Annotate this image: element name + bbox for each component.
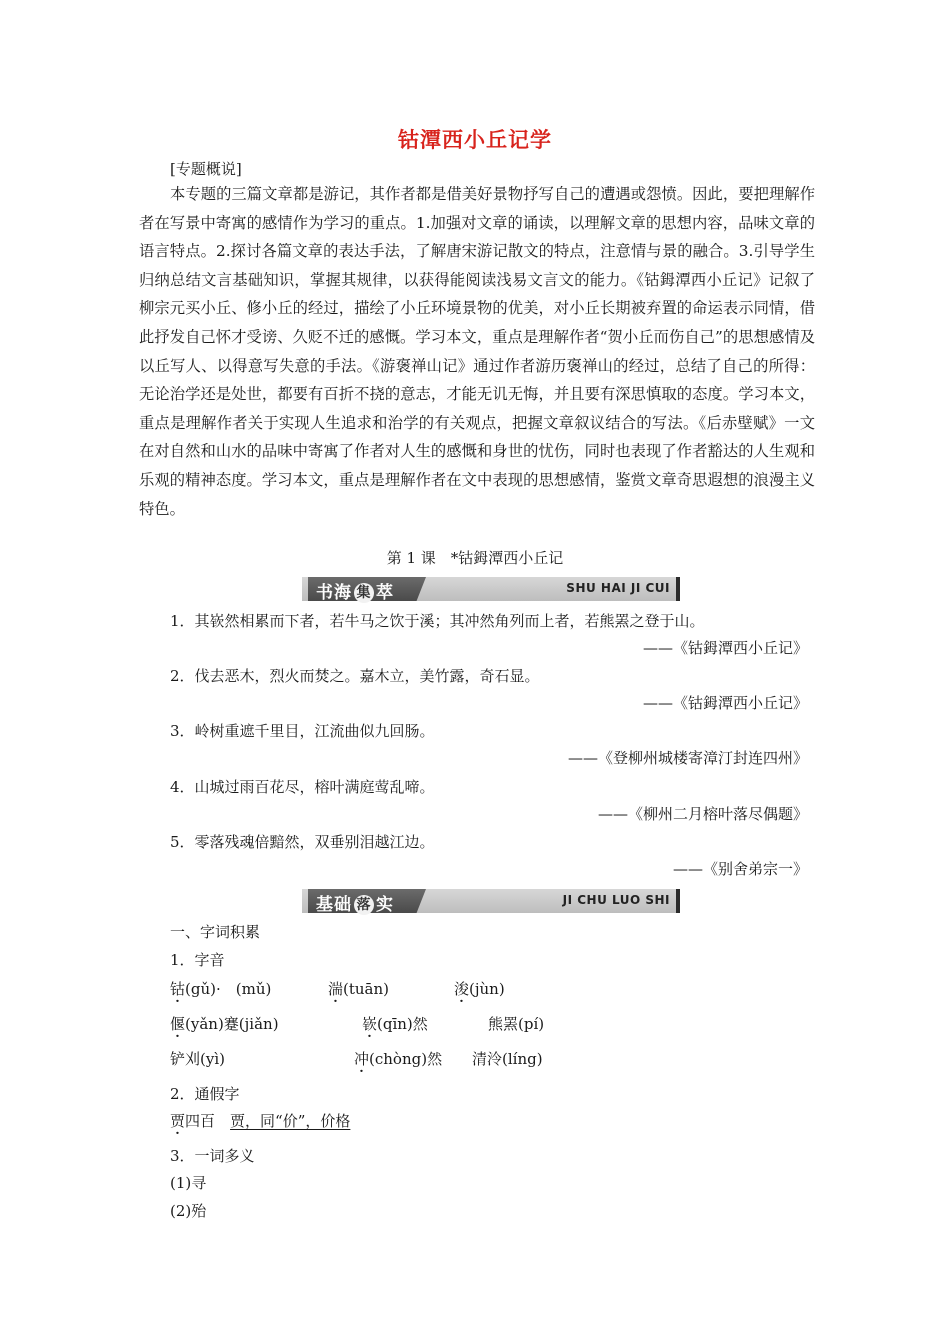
pronunciation-item [454, 978, 505, 999]
banner-char: 础 [334, 895, 352, 915]
section-heading: 一、字词积累 [170, 923, 261, 941]
pronunciation-item [472, 1048, 543, 1069]
overview-label: [专题概说] [170, 160, 242, 178]
pinyin: (tuān) [343, 980, 390, 998]
quote-source: ——《柳州二月榕叶落尽偶题》 [597, 805, 808, 823]
banner-char: 萃 [376, 583, 394, 603]
pronunciation-item [328, 978, 389, 999]
quote-source: ——《登柳州城楼寄漳汀封连四州》 [567, 749, 808, 767]
dotted-char: 偃 [170, 1015, 186, 1033]
banner-char: 实 [376, 895, 394, 915]
pinyin: (qīn)然 [377, 1015, 428, 1033]
pinyin: (yì) [200, 1050, 225, 1068]
banner-corner [676, 889, 680, 913]
banner-circle-char: 落 [354, 895, 374, 915]
pronunciation-item [170, 1013, 279, 1034]
dotted-char: 钴 [170, 980, 186, 998]
tongjia-item [170, 1110, 350, 1131]
quote-line: 5．零落残魂倍黯然，双垂别泪越江边。 [170, 833, 435, 851]
tongjia-explanation: 贾，同“价”，价格 [230, 1112, 351, 1130]
pronunciation-item [362, 1013, 428, 1034]
subsection-heading: 3．一词多义 [170, 1147, 255, 1165]
dotted-char: 湍 [328, 980, 344, 998]
banner-char: 海 [334, 583, 352, 603]
subsection-heading: 2．通假字 [170, 1085, 240, 1103]
banner-circle-char: 集 [354, 583, 374, 603]
banner-title [316, 890, 394, 915]
quote-line: 1．其嵚然相累而下者，若牛马之饮于溪；其冲然角列而上者，若熊罴之登于山。 [170, 612, 705, 630]
pinyin: (yǎn)蹇(jiǎn) [185, 1015, 279, 1033]
quote-source: ——《别舍弟宗一》 [672, 860, 808, 878]
overview-paragraph: 本专题的三篇文章都是游记，其作者都是借美好景物抒写自己的遭遇或怨愤。因此，要把理解作者在写景中寄寓的感情作为学习的重点。1.加强对文章的诵读，以理解文章的思想内容，品味文章的语言特点。2.探讨各篇文章的表达手法，了解唐宋游记散文的特点，注意情与景的融合。3.引导学生归纳总结文言基础知识，掌握其规律，以获得能阅读浅易文言文的能力。《钴鉧潭西小丘记》记叙了柳宗元买小丘、修小丘的经过，描绘了小丘环境景物的优美，对小丘长期被弃置的命运表示同情，借此抒发自己怀才受谤、久贬不迁的感慨。学习本文，重点是理解作者“贺小丘而伤自己”的思想感情及以丘写人、以得意写失意的手法。《游褒禅山记》通过作者游历褒禅山的经过，总结了自己的所得：无论治学还是处世，都要有百折不挠的意志，才能无讥无悔，并且要有深思慎取的态度。学习本文，重点是理解作者关于实现人生追求和治学的有关观点，把握文章叙议结合的写法。《后赤壁赋》一文在对自然和山水的品味中寄寓了作者对人生的感慨和身世的忧伤，同时也表现了作者豁达的人生观和乐观的精神态度。学习本文，重点是理解作者在文中表现的思想感情，鉴赏文章奇思遐想的浪漫主义特色。 [139, 185, 815, 518]
quote-line: 2．伐去恶木，烈火而焚之。嘉木立，美竹露，奇石显。 [170, 667, 540, 685]
pronunciation-item [170, 1048, 225, 1069]
quote-line: 4．山城过雨百花尽，榕叶满庭莺乱啼。 [170, 778, 435, 796]
section-banner-shuhai [302, 577, 676, 601]
dotted-char: 嵚 [362, 1015, 378, 1033]
pinyin: (jùn) [469, 980, 505, 998]
pinyin: (chòng)然 [369, 1050, 443, 1068]
dotted-char: 浚 [454, 980, 470, 998]
banner-char: 基 [316, 895, 334, 915]
banner-english: JI CHU LUO SHI [562, 893, 670, 907]
pronunciation-item [488, 1013, 544, 1034]
dotted-char: 熊罴 [488, 1015, 519, 1033]
lesson-title: 第 1 课 *钴鉧潭西小丘记 [386, 549, 564, 567]
pinyin: (líng) [502, 1050, 543, 1068]
pinyin: (pí) [518, 1015, 545, 1033]
tongjia-rest: 四百 [185, 1112, 216, 1130]
banner-char: 书 [316, 583, 334, 603]
banner-english: SHU HAI JI CUI [566, 581, 670, 595]
dotted-char: 贾 [170, 1112, 186, 1130]
section-banner-jichu [302, 889, 676, 913]
list-item: (1)寻 [170, 1174, 207, 1192]
banner-title [316, 578, 394, 603]
pronunciation-item [170, 978, 271, 999]
subsection-heading: 1．字音 [170, 951, 225, 969]
dotted-char: 清泠 [472, 1050, 503, 1068]
pronunciation-item [354, 1048, 442, 1069]
list-item: (2)殆 [170, 1202, 207, 1220]
dotted-char: 铲刈 [170, 1050, 201, 1068]
quote-source: ——《钴鉧潭西小丘记》 [642, 639, 808, 657]
quote-line: 3．岭树重遮千里目，江流曲似九回肠。 [170, 722, 435, 740]
page-title: 钴潭西小丘记学 [398, 127, 552, 152]
quote-source: ——《钴鉧潭西小丘记》 [642, 694, 808, 712]
pinyin: (gǔ)· (mǔ) [185, 980, 272, 998]
banner-corner [676, 577, 680, 601]
dotted-char: 冲 [354, 1050, 370, 1068]
